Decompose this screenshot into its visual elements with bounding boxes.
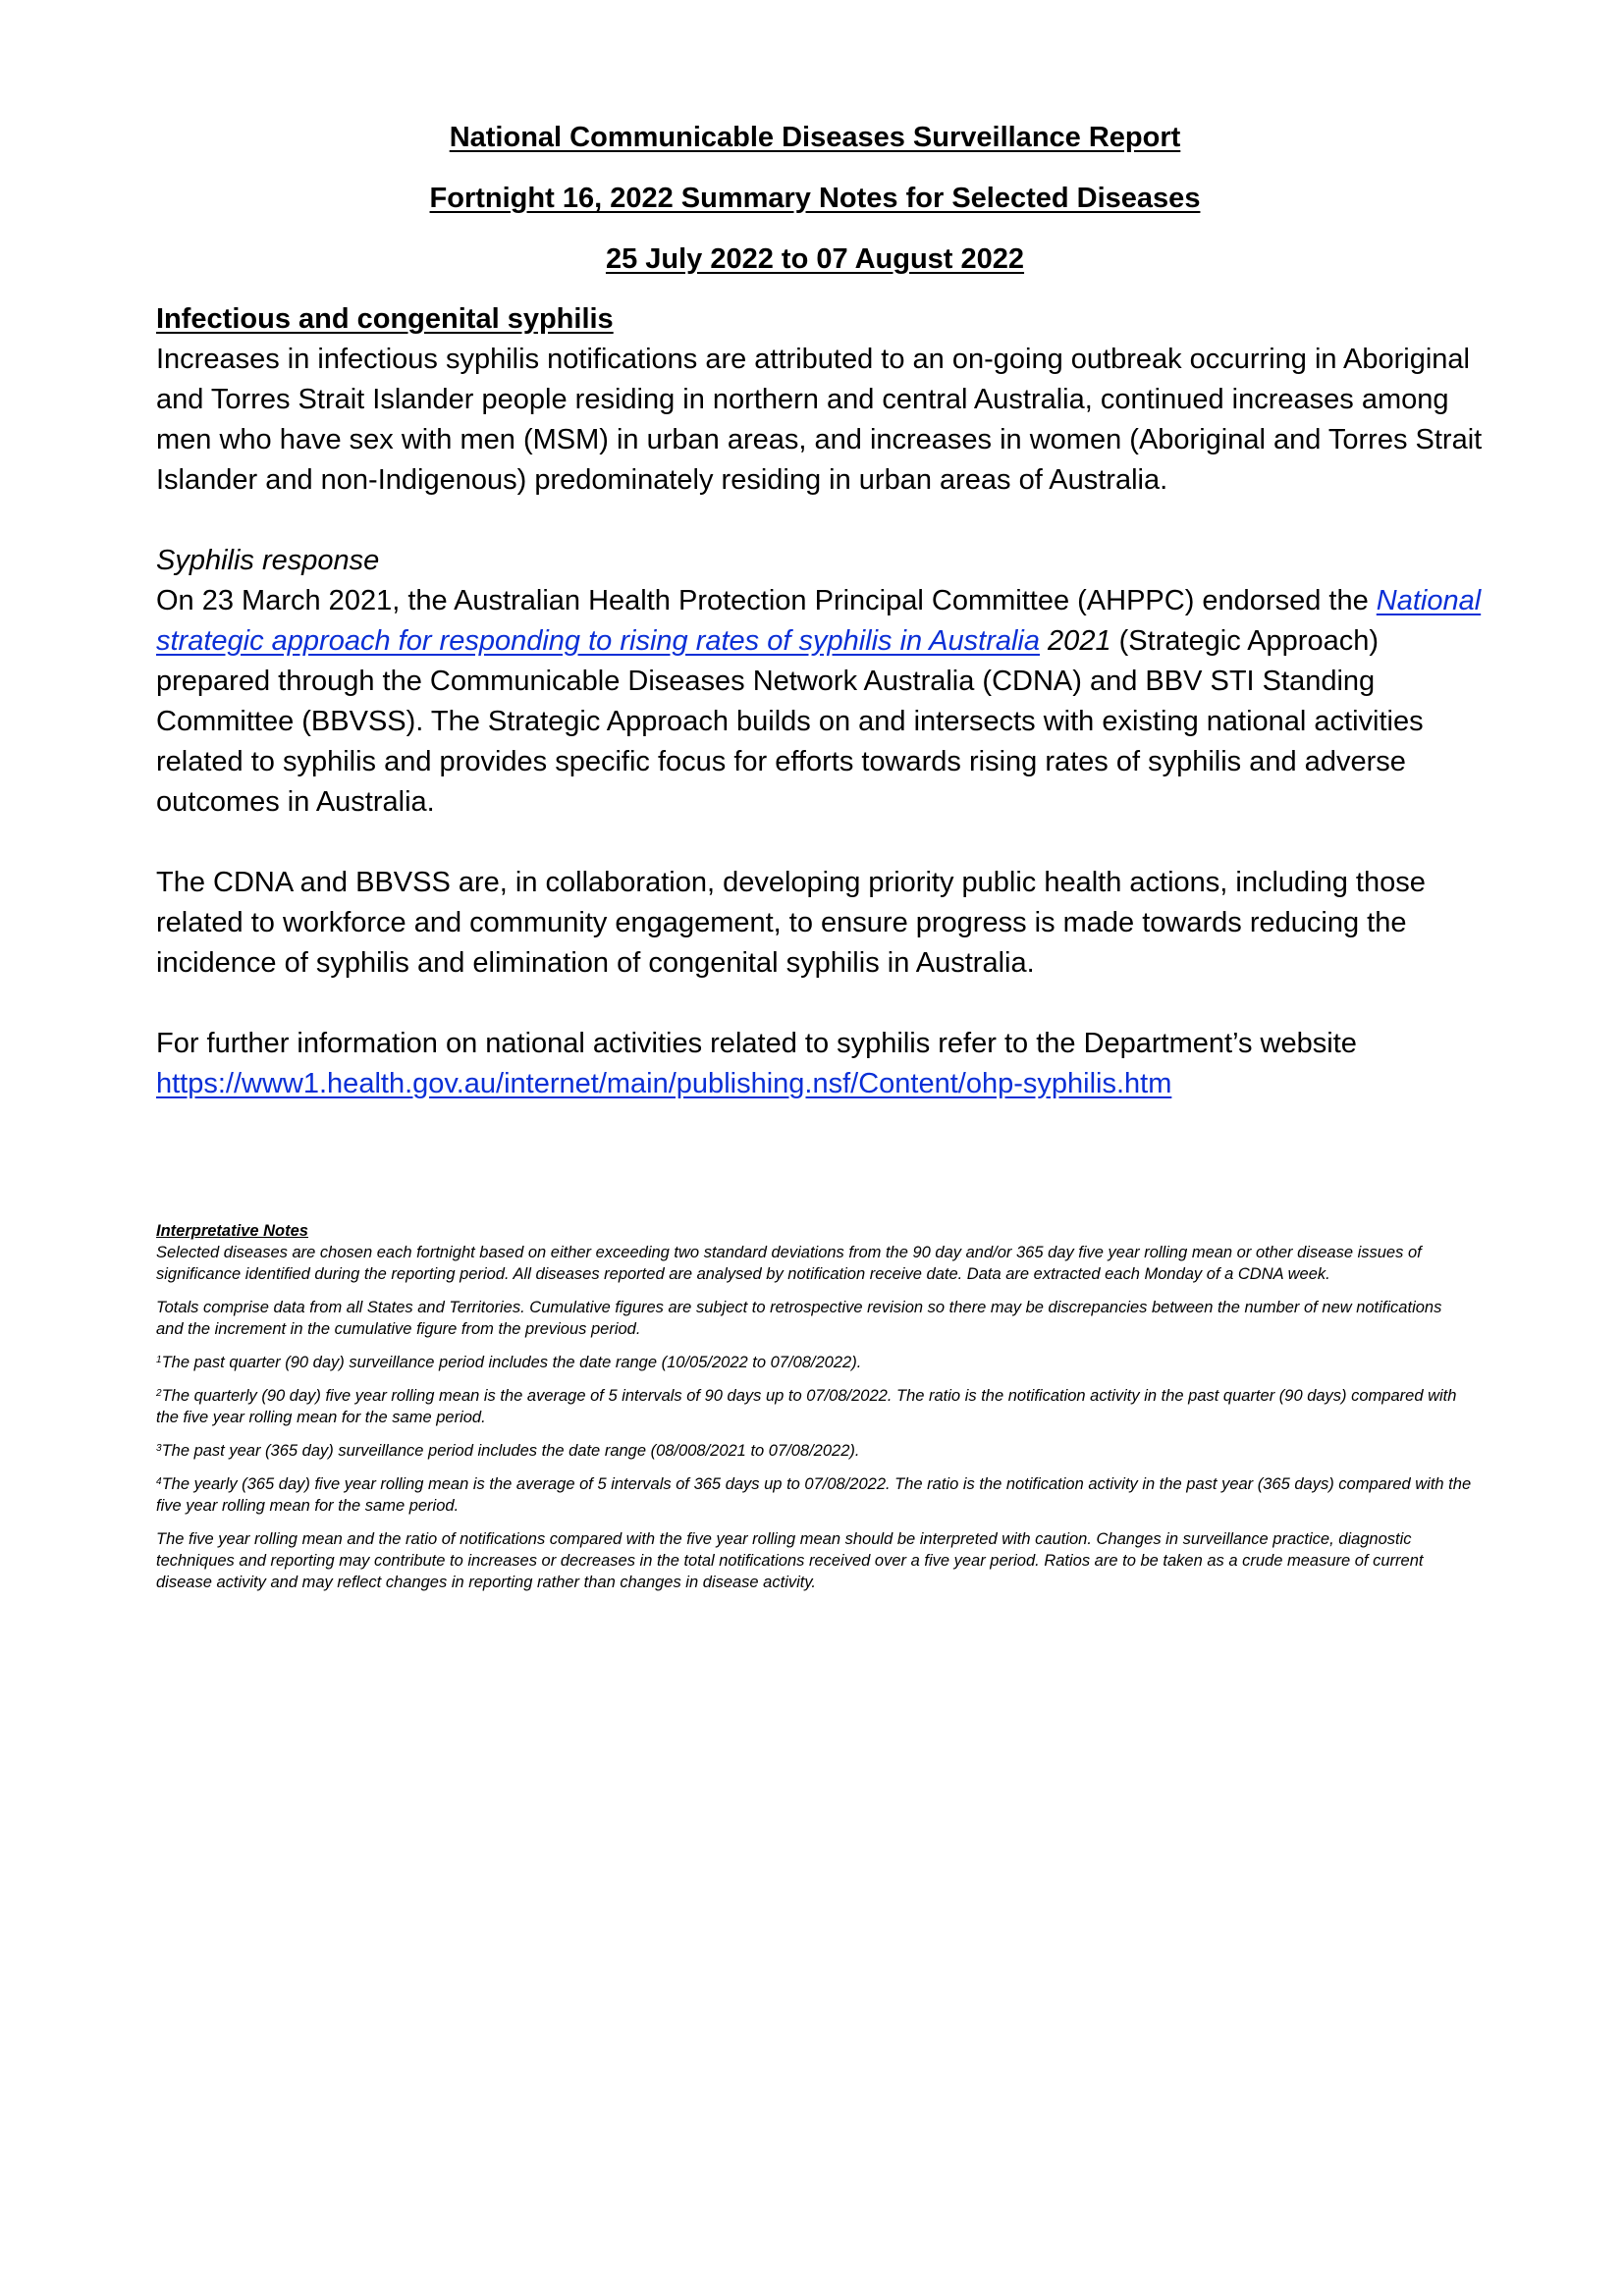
response-text-before: On 23 March 2021, the Australian Health Protection Principal Committee (AHPPC) endorsed the (156, 585, 1377, 616)
further-info-text: For further information on national activities related to syphilis refer to the Department’s website (156, 1028, 1357, 1059)
footnote-3-mark: 3 (156, 1443, 162, 1454)
notes-title: Interpretative Notes (156, 1222, 308, 1240)
response-text-after: (Strategic Approach) prepared through the Communicable Diseases Network Australia (CDNA) and BBV STI Standing Committee (BBVSS). The Strategic Approach builds on and intersects with existing national activities related to syphilis and provides specific focus for efforts towards rising rates of syphilis and adverse outcomes in Australia. (156, 625, 1424, 818)
notes-selection: Selected diseases are chosen each fortnight based on either exceeding two standard deviations from the 90 day and/or 365 day five year rolling mean or other disease issues of significance identified during the reporting period. All diseases reported are analysed by notification receive date. Data are extracted each Monday of a CDNA week. (156, 1244, 1422, 1283)
spacer (156, 984, 1491, 1024)
strategy-link[interactable]: National strategic approach for responding to rising rates of syphilis in Australia (156, 585, 1482, 657)
report-title: National Communicable Diseases Surveillance Report (449, 122, 1181, 153)
response-paragraph (156, 581, 1491, 823)
response-heading: Syphilis response (156, 545, 380, 576)
footnote-1: $^1$The past quarter (90 day) surveillance period includes the date range (10/05/2022 to 07/08/2022). (156, 1354, 862, 1371)
report-subtitle: Fortnight 16, 2022 Summary Notes for Selected Diseases (429, 183, 1201, 214)
notes-totals: Totals comprise data from all States and Territories. Cumulative figures are subject to retrospective revision so there may be discrepancies between the number of new notifications and the increment in the cumulative figure from the previous period. (156, 1299, 1442, 1338)
interpretative-notes (156, 1220, 1472, 1605)
cdna-paragraph: The CDNA and BBVSS are, in collaboration, developing priority public health actions, including those related to workforce and community engagement, to ensure progress is made towards reducing the incidence of syphilis and elimination of congenital syphilis in Australia. (156, 867, 1426, 979)
spacer (156, 823, 1491, 863)
footnote-4: $^4$The yearly (365 day) five year rolling mean is the average of 5 intervals of 365 days up to 07/08/2022. The ratio is the notification activity in the past year (365 days) compared with the five year rolling mean for the same period. (156, 1475, 1472, 1515)
notes-caution: The five year rolling mean and the ratio of notifications compared with the five year rolling mean should be interpreted with caution. Changes in surveillance practice, diagnostic techniques and reporting may contribute to increases or decreases in the total notifications received over a five year period. Ratios are to be taken as a crude measure of current disease activity and may reflect changes in reporting rather than changes in disease activity. (156, 1530, 1424, 1591)
footnote-1-mark: 1 (156, 1355, 162, 1365)
footnote-4-mark: 4 (156, 1476, 162, 1487)
report-date-range: 25 July 2022 to 07 August 2022 (605, 243, 1025, 275)
website-link[interactable]: https://www1.health.gov.au/internet/main/publishing.nsf/Content/ohp-syphilis.htm (156, 1068, 1172, 1099)
spacer (156, 501, 1491, 541)
footnote-3: $^3$The past year (365 day) surveillance period includes the date range (08/008/2021 to 07/08/2022). (156, 1442, 860, 1460)
footnote-2-mark: 2 (156, 1388, 162, 1399)
syphilis-section (156, 299, 1491, 1104)
footnote-2: $^2$The quarterly (90 day) five year rolling mean is the average of 5 intervals of 90 days up to 07/08/2022. The ratio is the notification activity in the past quarter (90 days) compared with the five year rolling mean for the same period. (156, 1387, 1457, 1426)
section-title: Infectious and congenital syphilis (156, 303, 614, 335)
syphilis-intro-paragraph: Increases in infectious syphilis notifications are attributed to an on-going outbreak occurring in Aboriginal and Torres Strait Islander people residing in northern and central Australia, continued increases among men who have sex with men (MSM) in urban areas, and increases in women (Aboriginal and Torres Strait Islander and non-Indigenous) predominately residing in urban areas of Australia. (156, 344, 1483, 496)
strategy-year: 2021 (1040, 625, 1111, 657)
